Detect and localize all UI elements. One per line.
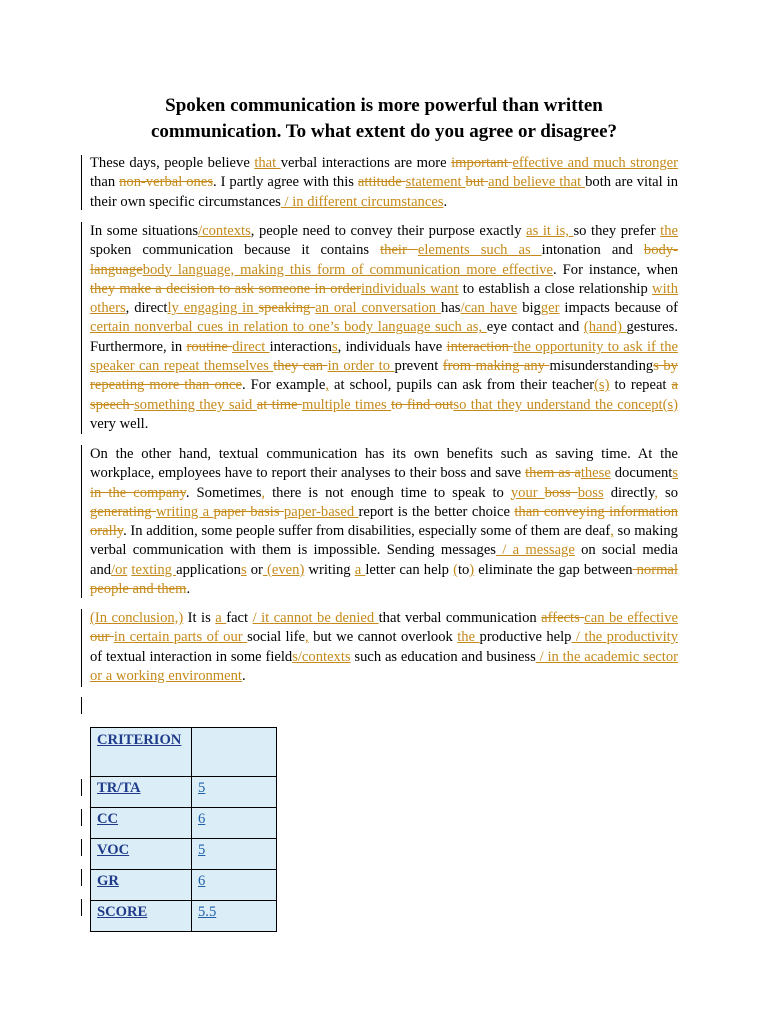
normal-text: eliminate the gap between xyxy=(474,561,633,578)
inserted-text: elements such as xyxy=(417,242,542,259)
criterion-cell: CC xyxy=(91,808,192,839)
normal-text: . xyxy=(186,581,191,598)
inserted-text: (In conclusion,) xyxy=(90,610,184,626)
normal-text: . xyxy=(241,667,246,684)
normal-text: to repeat xyxy=(609,377,672,394)
change-bar xyxy=(81,222,82,434)
inserted-text: / in the academic sector or a working environment xyxy=(90,648,678,684)
deleted-text: our xyxy=(90,629,114,646)
essay-title: Spoken communication is more powerful than written communication. To what extent do you agree or disagree? xyxy=(150,95,618,142)
normal-text: so making verbal communication with them is impossible. Sending messages xyxy=(90,523,678,559)
normal-text: . xyxy=(443,193,448,210)
inserted-text: writing a xyxy=(156,503,214,520)
deleted-text: than conveying information orally xyxy=(90,503,678,540)
inserted-text: /or xyxy=(111,561,128,578)
normal-text: . In addition, some people suffer from disabilities, especially some of them are deaf xyxy=(123,523,611,540)
inserted-text: / the productivity xyxy=(571,629,678,646)
score-cell: 6 xyxy=(192,870,277,901)
inserted-text: ly xyxy=(167,300,184,317)
paragraph-2 xyxy=(90,222,678,434)
normal-text: These days, people believe xyxy=(90,155,255,171)
inserted-text: texting xyxy=(131,561,177,578)
inserted-text: multiple times xyxy=(302,396,392,413)
deleted-text: non-verbal ones xyxy=(119,174,214,191)
inserted-text: ( xyxy=(453,561,458,578)
inserted-text: so that they understand the concept(s) xyxy=(453,396,678,413)
inserted-text: your xyxy=(510,484,545,501)
paragraph-4 xyxy=(90,609,678,686)
inserted-text: with others xyxy=(90,280,678,317)
score-cell: 5.5 xyxy=(192,901,277,932)
inserted-text: ) xyxy=(469,561,475,578)
deleted-text: boss xyxy=(544,484,578,501)
inserted-text: statement xyxy=(405,174,466,191)
normal-text: big xyxy=(517,300,541,317)
inserted-text: the xyxy=(660,223,678,239)
deleted-text: to find out xyxy=(391,396,454,413)
deleted-text: they can xyxy=(273,358,328,375)
normal-text: productive help xyxy=(479,629,572,646)
normal-text: so xyxy=(657,484,679,501)
deleted-text: generating xyxy=(90,503,157,520)
inserted-text: effective and much stronger xyxy=(512,155,679,171)
normal-text: at school, pupils can ask from their teacher xyxy=(329,377,595,394)
inserted-text: s xyxy=(240,561,247,578)
normal-text: impacts because of xyxy=(559,300,678,317)
table-row xyxy=(91,901,277,932)
inserted-text: , xyxy=(654,484,658,501)
normal-text: that verbal communication xyxy=(378,610,542,626)
inserted-text: can be effective xyxy=(584,610,678,626)
normal-text: prevent xyxy=(394,358,443,375)
inserted-text: body language, making this form of communication more effective xyxy=(142,261,554,278)
inserted-text: these xyxy=(580,465,611,482)
deleted-text: from making any xyxy=(442,358,550,375)
deleted-text: affects xyxy=(541,610,585,626)
normal-text: spoken communication because it contains xyxy=(90,242,381,259)
inserted-text: / in different circumstances xyxy=(280,193,444,210)
header-criterion: CRITERION xyxy=(91,728,192,777)
inserted-text: / a message xyxy=(495,542,575,559)
inserted-text: s/contexts xyxy=(292,648,351,665)
normal-text: intonation and xyxy=(541,242,644,259)
deleted-text: in the company xyxy=(90,484,186,501)
change-bar xyxy=(81,779,82,796)
criterion-cell: GR xyxy=(91,870,192,901)
normal-text: gestures. Furthermore, in xyxy=(90,319,678,355)
deleted-text: paper basis xyxy=(213,503,284,520)
change-bar xyxy=(81,155,82,210)
criterion-cell: SCORE xyxy=(91,901,192,932)
paragraph-3 xyxy=(90,445,678,599)
normal-text: . Sometimes xyxy=(185,484,262,501)
deleted-text: their xyxy=(380,242,418,259)
change-bar xyxy=(81,445,82,598)
normal-text: , people need to convey their purpose exactly xyxy=(250,223,527,239)
deleted-text: attitude xyxy=(357,174,406,191)
change-bar xyxy=(81,839,82,856)
normal-text: , individuals have xyxy=(337,338,447,355)
deleted-text: s by repeating more than once xyxy=(90,358,678,394)
change-bar xyxy=(81,697,82,714)
normal-text: has xyxy=(441,300,461,317)
normal-text: writing xyxy=(304,561,355,578)
criterion-cell: VOC xyxy=(91,839,192,870)
normal-text: there is not enough time to speak to xyxy=(265,484,511,501)
score-cell: 5 xyxy=(192,777,277,808)
deleted-text: a speech xyxy=(90,377,678,413)
normal-text: On the other hand, textual communication has its own benefits such as saving time. At the workplace, employees have to report their analyses to their boss and save xyxy=(90,446,678,482)
inserted-text: / it cannot be denied xyxy=(252,610,379,626)
normal-text: such as education and business xyxy=(350,648,536,665)
inserted-text: boss xyxy=(577,484,604,501)
normal-text: directly xyxy=(603,484,655,501)
table-row xyxy=(91,839,277,870)
score-table xyxy=(90,727,277,932)
normal-text: fact xyxy=(226,610,253,626)
inserted-text: individuals want xyxy=(360,280,459,297)
deleted-text: at time xyxy=(256,396,303,413)
normal-text: It is xyxy=(183,610,216,626)
inserted-text: , xyxy=(261,484,266,501)
normal-text: application xyxy=(176,561,241,578)
inserted-text: /can have xyxy=(460,300,518,317)
criterion-cell: TR/TA xyxy=(91,777,192,808)
normal-text: but we cannot overlook xyxy=(308,629,458,646)
deleted-text: body-language xyxy=(90,242,678,278)
deleted-text: speaking xyxy=(258,300,316,317)
header-score xyxy=(192,728,277,777)
inserted-text: engaging in xyxy=(183,300,259,317)
inserted-text: a xyxy=(354,561,366,578)
inserted-text: certain nonverbal cues in relation to one’s body language such as, xyxy=(90,319,487,336)
normal-text: , direct xyxy=(125,300,168,317)
inserted-text: the xyxy=(457,629,480,646)
deleted-text: but xyxy=(465,174,489,191)
normal-text: In some situations xyxy=(90,223,199,239)
inserted-text: , xyxy=(305,629,309,646)
normal-text: to xyxy=(457,561,470,578)
change-bar xyxy=(81,899,82,916)
change-bar xyxy=(81,809,82,826)
inserted-text: that xyxy=(254,155,281,171)
normal-text: eye contact and xyxy=(486,319,584,336)
inserted-text: something they said xyxy=(134,396,257,413)
change-bar xyxy=(81,869,82,886)
inserted-text: (hand) xyxy=(583,319,627,336)
normal-text: verbal interactions are more xyxy=(280,155,452,171)
deleted-text: interaction xyxy=(446,338,514,355)
deleted-text: important xyxy=(451,155,513,171)
inserted-text: s xyxy=(331,338,338,355)
table-row xyxy=(91,728,277,777)
normal-text: than xyxy=(90,174,120,191)
inserted-text: in certain parts of our xyxy=(113,629,248,646)
inserted-text: direct xyxy=(232,338,270,355)
inserted-text: s xyxy=(672,465,678,482)
inserted-text: , xyxy=(610,523,614,540)
inserted-text: an oral conversation xyxy=(315,300,442,317)
inserted-text: paper-based xyxy=(283,503,359,520)
table-row xyxy=(91,777,277,808)
normal-text: to establish a close relationship xyxy=(458,280,653,297)
inserted-text: the opportunity to ask if the speaker can repeat themselves xyxy=(90,338,678,375)
deleted-text: them as a xyxy=(525,465,581,482)
normal-text: very well. xyxy=(90,415,149,432)
inserted-text: and believe that xyxy=(488,174,586,191)
inserted-text: as it is, xyxy=(526,223,574,239)
inserted-text: in order to xyxy=(327,358,395,375)
inserted-text: , xyxy=(325,377,330,394)
deleted-text: normal people and them xyxy=(90,561,678,598)
normal-text: misunderstanding xyxy=(549,358,654,375)
score-cell: 6 xyxy=(192,808,277,839)
normal-text: on social media and xyxy=(90,542,678,578)
score-cell: 5 xyxy=(192,839,277,870)
inserted-text: a xyxy=(215,610,227,626)
normal-text: so they prefer xyxy=(573,223,661,239)
table-row xyxy=(91,808,277,839)
inserted-text: /contexts xyxy=(198,223,251,239)
deleted-text: they make a decision to ask someone in order xyxy=(90,280,361,297)
normal-text: or xyxy=(246,561,263,578)
inserted-text: ger xyxy=(540,300,560,317)
deleted-text: routine xyxy=(186,338,233,355)
table-row xyxy=(91,870,277,901)
normal-text: both are vital in their own specific circumstances xyxy=(90,174,679,210)
normal-text: . For instance, when xyxy=(553,261,678,278)
normal-text: document xyxy=(610,465,673,482)
normal-text: of textual interaction in some field xyxy=(90,648,293,665)
inserted-text: (even) xyxy=(262,561,305,578)
change-bar xyxy=(81,609,82,687)
normal-text: social life xyxy=(247,629,305,646)
inserted-text: (s) xyxy=(594,377,610,394)
normal-text: letter can help xyxy=(365,561,454,578)
normal-text: . For example xyxy=(242,377,326,394)
normal-text: . I partly agree with this xyxy=(213,174,358,191)
normal-text: interaction xyxy=(269,338,332,355)
normal-text: report is the better choice xyxy=(358,503,515,520)
paragraph-1 xyxy=(90,154,678,212)
